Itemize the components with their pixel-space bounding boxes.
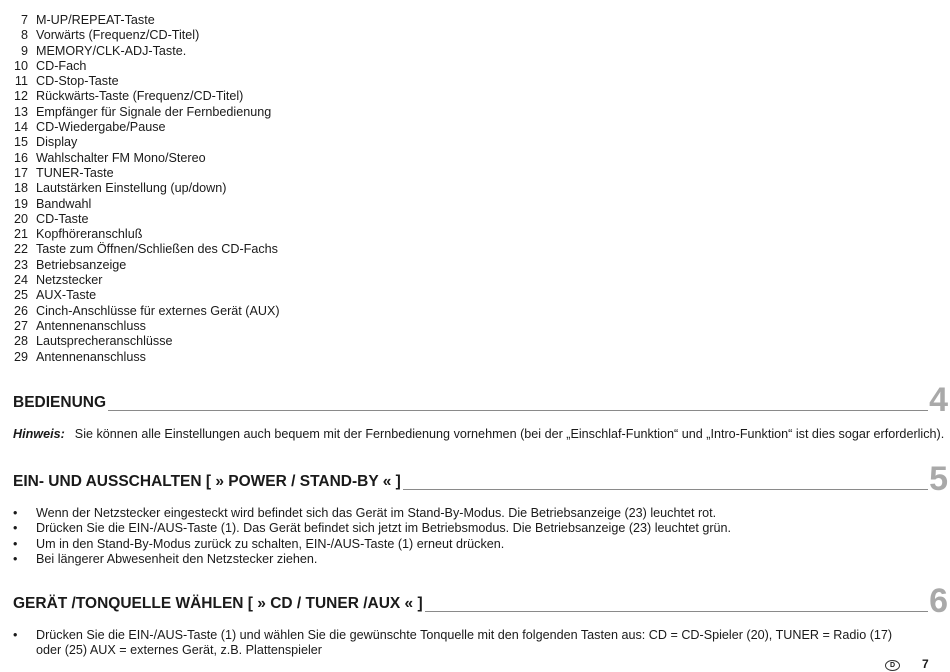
section-number: 4 (929, 381, 948, 419)
bullet-icon: • (13, 521, 18, 536)
item-text: Wahlschalter FM Mono/Stereo (36, 150, 206, 165)
section-heading-source (13, 582, 948, 620)
item-text: MEMORY/CLK-ADJ-Taste. (36, 43, 187, 58)
bullet-text: Wenn der Netzstecker eingesteckt wird befindet sich das Gerät im Stand-By-Modus. Die Betriebsanzeige (23) leuchtet rot. (36, 506, 717, 520)
list-item (0, 304, 600, 319)
section-title: BEDIENUNG (13, 394, 107, 411)
bullet-text: Bei längerer Abwesenheit den Netzstecker ziehen. (36, 551, 318, 566)
page-number: 7 (922, 657, 929, 671)
list-item (0, 89, 600, 104)
bullet-text: Drücken Sie die EIN-/AUS-Taste (1) und wählen Sie die gewünschte Tonquelle mit den folgenden Tasten aus: CD = CD-Spieler (20), TUNER = Radio (17) (36, 628, 893, 642)
item-number: 16 (13, 150, 28, 165)
item-text: Betriebsanzeige (36, 257, 127, 272)
bullet-icon: • (13, 536, 18, 551)
section-heading-bedienung (13, 381, 948, 419)
item-text: Bandwahl (36, 196, 92, 211)
list-item (0, 59, 600, 74)
bullet-icon: • (13, 506, 18, 520)
bullet-item (13, 537, 930, 552)
bullet-item (13, 506, 930, 521)
item-number: 27 (13, 318, 28, 333)
item-number: 19 (13, 196, 28, 211)
item-number: 12 (13, 89, 28, 104)
item-number: 17 (13, 165, 28, 180)
item-text: CD-Stop-Taste (36, 74, 119, 89)
item-number: 23 (13, 257, 28, 272)
bullet-item (13, 521, 930, 536)
item-number: 22 (13, 242, 28, 257)
item-text: Display (36, 135, 78, 150)
list-item (0, 212, 600, 227)
list-item (0, 74, 600, 89)
list-item (0, 242, 600, 257)
item-text: Kopfhöreranschluß (36, 227, 143, 242)
heading-rule (13, 410, 928, 411)
list-item (0, 44, 600, 59)
item-number: 15 (13, 135, 28, 150)
list-item (0, 258, 600, 273)
bullet-text: Drücken Sie die EIN-/AUS-Taste (1). Das Gerät befindet sich jetzt im Betriebsmodus. Die Betriebsanzeige (23) leuchtet grün. (36, 521, 732, 536)
item-text: AUX-Taste (36, 288, 97, 303)
item-text: Lautsprecheranschlüsse (36, 334, 173, 349)
bullet-item (13, 552, 930, 567)
section-number: 5 (929, 460, 948, 498)
item-number: 20 (13, 211, 28, 226)
section-title: GERÄT /TONQUELLE WÄHLEN [ » CD / TUNER /AUX « ] (13, 595, 423, 612)
item-text: Empfänger für Signale der Fernbedienung (36, 104, 272, 119)
list-item (0, 135, 600, 150)
item-text: Antennenanschluss (36, 349, 146, 364)
list-item (0, 197, 600, 212)
item-text: Netzstecker (36, 273, 103, 288)
item-number: 11 (14, 74, 28, 89)
bullet-icon: • (13, 551, 18, 566)
section-number: 6 (929, 582, 948, 620)
list-item (0, 120, 600, 135)
hint-label: Hinweis: (13, 427, 65, 441)
parts-list (0, 13, 600, 365)
power-bullet-list (13, 506, 930, 567)
section-title: EIN- UND AUSSCHALTEN [ » POWER / STAND-BY « ] (13, 473, 401, 490)
item-number: 28 (13, 334, 28, 349)
item-number: 13 (13, 104, 28, 119)
bullet-text: Um in den Stand-By-Modus zurück zu schalten, EIN-/AUS-Taste (1) erneut drücken. (36, 536, 505, 551)
bullet-icon: • (13, 628, 18, 642)
item-text: CD-Taste (36, 211, 89, 226)
list-item (0, 227, 600, 242)
hint-text: Sie können alle Einstellungen auch bequem mit der Fernbedienung vornehmen (bei der „Einschlaf-Funktion“ und „Intro-Funktion“ ist dies sogar erforderlich). (74, 427, 945, 441)
item-number: 29 (13, 349, 28, 364)
source-bullet-list (13, 628, 930, 659)
item-text: CD-Fach (36, 58, 87, 73)
item-text: Vorwärts (Frequenz/CD-Titel) (36, 28, 200, 43)
item-number: 25 (13, 288, 28, 303)
item-number: 21 (13, 227, 28, 242)
item-number: 24 (13, 273, 28, 288)
item-number: 9 (20, 43, 28, 58)
item-text: TUNER-Taste (36, 165, 114, 180)
item-text: Taste zum Öffnen/Schließen des CD-Fachs (36, 242, 278, 257)
item-text: Lautstärken Einstellung (up/down) (36, 181, 227, 196)
item-number: 10 (13, 58, 28, 73)
item-text: Rückwärts-Taste (Frequenz/CD-Titel) (36, 89, 244, 104)
hint-note (13, 427, 944, 442)
item-number: 14 (13, 120, 28, 135)
item-number: 7 (20, 13, 28, 27)
list-item (0, 350, 600, 365)
item-text: M-UP/REPEAT-Taste (36, 13, 155, 27)
item-number: 26 (13, 303, 28, 318)
item-text: Antennenanschluss (36, 318, 146, 333)
item-number: 18 (13, 181, 28, 196)
bullet-item (13, 628, 930, 659)
list-item (0, 28, 600, 43)
section-heading-power (13, 460, 948, 498)
list-item (0, 105, 600, 120)
language-badge-icon: D (885, 660, 900, 671)
item-text: CD-Wiedergabe/Pause (36, 120, 166, 135)
list-item (0, 319, 600, 334)
list-item (0, 288, 600, 303)
list-item (0, 181, 600, 196)
bullet-text-continued: oder (25) AUX = externes Gerät, z.B. Plattenspieler (36, 643, 322, 658)
item-text: Cinch-Anschlüsse für externes Gerät (AUX) (36, 303, 280, 318)
list-item (0, 273, 600, 288)
list-item (0, 151, 600, 166)
list-item (0, 13, 600, 28)
list-item (0, 334, 600, 349)
item-number: 8 (20, 28, 28, 43)
list-item (0, 166, 600, 181)
